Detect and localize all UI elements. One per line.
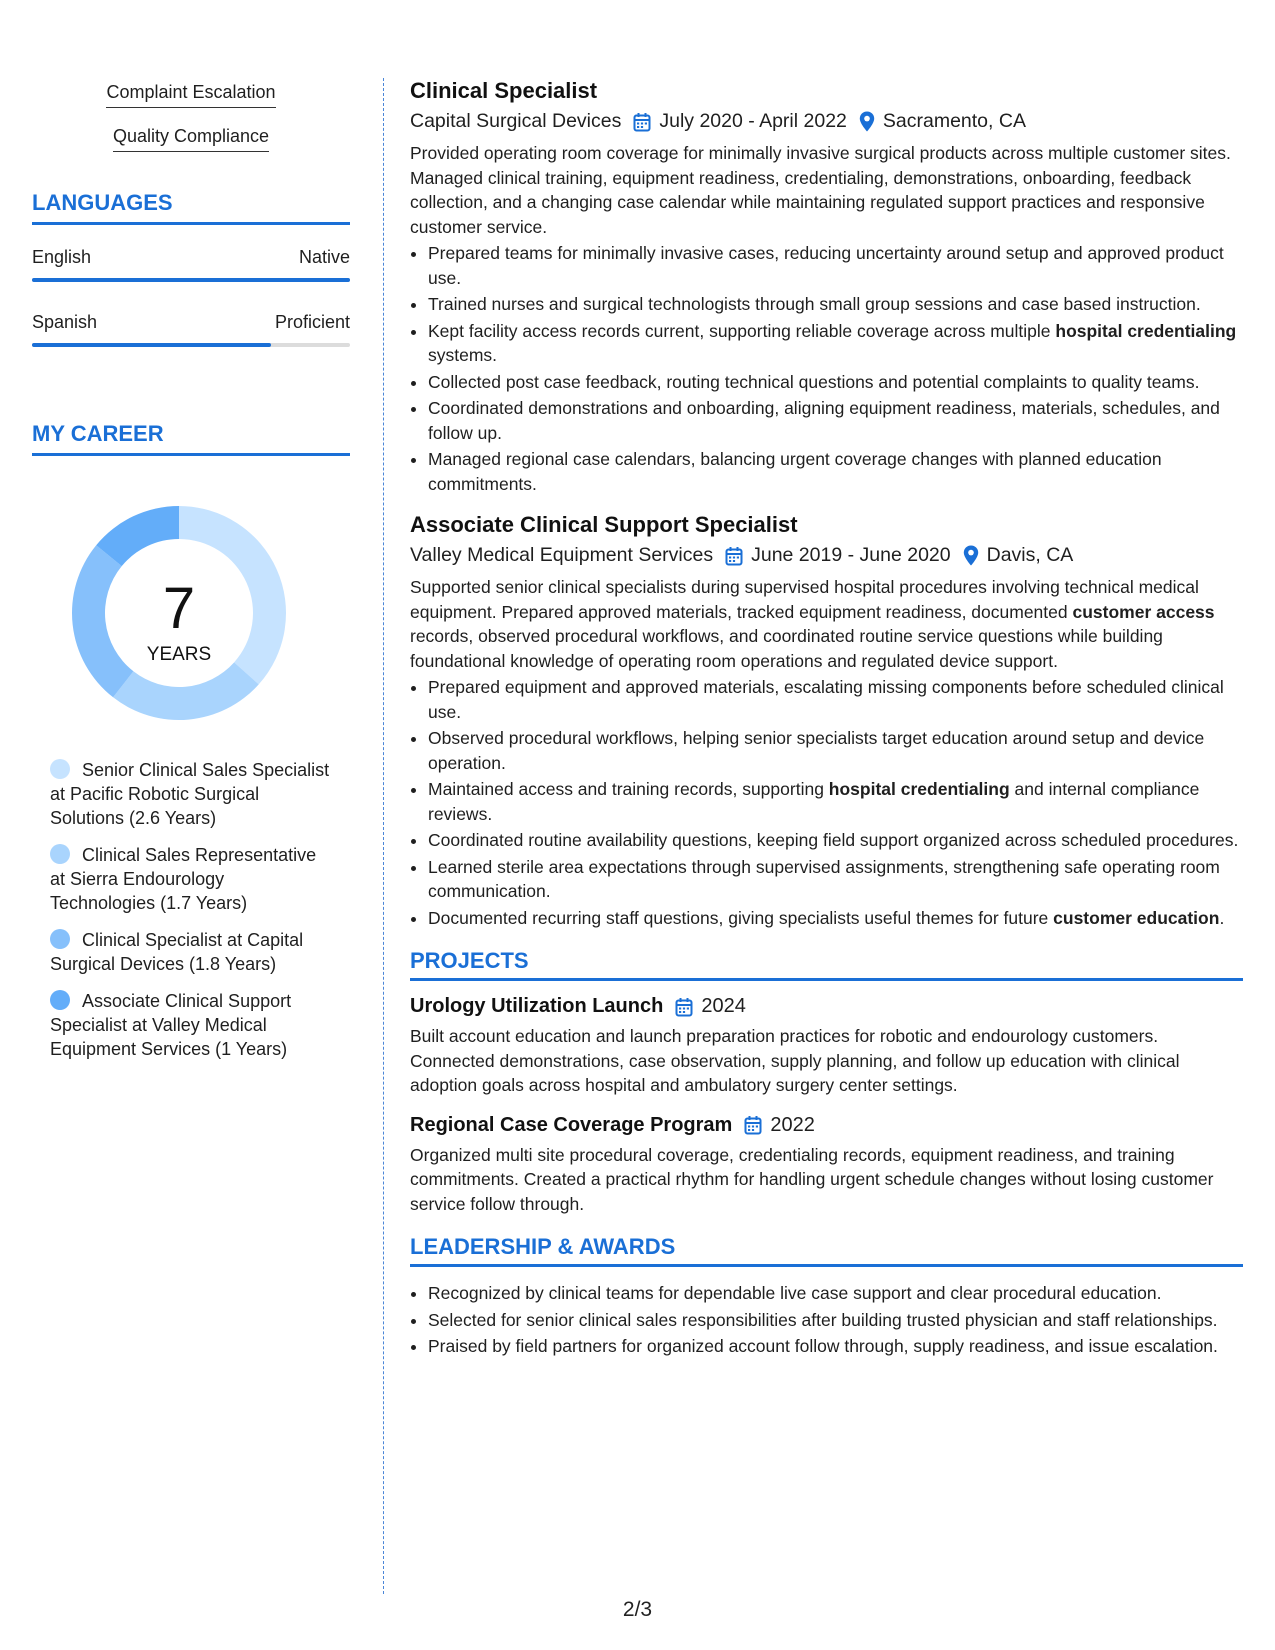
job-bullet: • Coordinated demonstrations and onboarding, aligning equipment readiness, materials, schedules, and follow up.: [428, 396, 1243, 445]
legend-dot: [50, 990, 70, 1010]
skill-tag: Quality Compliance: [113, 126, 269, 152]
sidebar: [32, 82, 350, 1074]
language-proficiency-fill: [32, 343, 271, 347]
job-bullet: • Prepared teams for minimally invasive cases, reducing uncertainty around setup and approved product use.: [428, 241, 1243, 290]
job-summary: Provided operating room coverage for minimally invasive surgical products across multiple customer sites. Managed clinical training, equipment readiness, credentialing, demonstrations, onboarding, feedback collection, and a changing case calendar while maintaining regulated support practices and responsive customer service.: [410, 143, 1231, 237]
project-header: [410, 995, 1243, 1018]
legend-dot: [50, 759, 70, 779]
job-bullet: • Documented recurring staff questions, giving specialists useful themes for future customer education.: [428, 906, 1243, 931]
leadership-list: [410, 1281, 1243, 1359]
job-title: Associate Clinical Support Specialist: [410, 512, 798, 537]
career-section: [32, 421, 350, 1061]
language-level: Native: [298, 247, 350, 267]
job-bullet: • Learned sterile area expectations through supervised assignments, strengthening safe operating room communication.: [428, 855, 1243, 904]
career-total-years: 7: [162, 576, 196, 641]
calendar-icon: [633, 112, 651, 132]
project-description: Organized multi site procedural coverage, credentialing records, equipment readiness, and training commitments. Created a practical rhythm for handling urgent schedule changes without losing customer service follow through.: [410, 1144, 1214, 1214]
job-bullet: • Prepared equipment and approved materials, escalating missing components before scheduled clinical use.: [428, 675, 1243, 724]
job-company: Valley Medical Equipment Services: [410, 544, 714, 566]
language-proficiency-bar: [32, 343, 350, 347]
language-row: [32, 312, 350, 347]
projects-list: [410, 995, 1243, 1216]
projects-heading: PROJECTS: [410, 948, 1243, 981]
project-entry: [410, 995, 1243, 1098]
job-bullet: • Coordinated routine availability questions, keeping field support organized across scheduled procedures.: [428, 828, 1243, 853]
project-description: Built account education and launch preparation practices for robotic and endourology customers. Connected demonstrations, case observation, supply planning, and follow up education with clinical adoption goals across hospital and ambulatory surgery center settings.: [410, 1026, 1180, 1095]
job-bullet: • Trained nurses and surgical technologists through small group sessions and case based instruction.: [428, 292, 1243, 317]
award-item: • Selected for senior clinical sales responsibilities after building trusted physician and staff relationships.: [428, 1308, 1243, 1333]
job-summary: Supported senior clinical specialists during supervised hospital procedures involving technical medical equipment. Prepared approved materials, tracked equipment readiness, documented customer access records, observed procedural workflows, and coordinated routine service questions while building foundational knowledge of operating room operations and regulated device support.: [410, 577, 1215, 671]
job-company: Capital Surgical Devices: [410, 110, 622, 132]
language-proficiency-fill: [32, 278, 350, 282]
career-total-label: YEARS: [146, 644, 212, 665]
calendar-icon: [675, 997, 693, 1017]
job-dates: June 2019 - June 2020: [751, 544, 951, 566]
main-content: [410, 78, 1243, 1361]
project-year: 2024: [701, 995, 746, 1017]
legend-item: [50, 928, 332, 976]
job-title: Clinical Specialist: [410, 78, 598, 103]
legend-text: Senior Clinical Sales Specialist at Pacific Robotic Surgical Solutions (2.6 Years): [50, 760, 330, 828]
career-heading: MY CAREER: [32, 421, 350, 456]
column-divider: [383, 78, 384, 1594]
project-title: Urology Utilization Launch: [410, 995, 664, 1017]
legend-text: Clinical Sales Representative at Sierra Endourology Technologies (1.7 Years): [50, 845, 317, 913]
legend-item: [50, 758, 332, 830]
language-row: [32, 247, 350, 282]
languages-heading: LANGUAGES: [32, 190, 350, 225]
job-bullet: • Collected post case feedback, routing technical questions and potential complaints to quality teams.: [428, 370, 1243, 395]
leadership-heading: LEADERSHIP & AWARDS: [410, 1234, 1243, 1267]
location-pin-icon: [859, 111, 875, 132]
job-entry: [410, 78, 1243, 496]
project-title: Regional Case Coverage Program: [410, 1113, 733, 1136]
job-bullet: • Kept facility access records current, supporting reliable coverage across multiple hospital credentialing systems.: [428, 319, 1243, 368]
project-year: 2022: [770, 1113, 815, 1136]
job-entry: [410, 512, 1243, 930]
job-bullet: • Maintained access and training records, supporting hospital credentialing and internal compliance reviews.: [428, 777, 1243, 826]
job-bullets: [410, 675, 1243, 930]
skills-list: [32, 82, 350, 152]
job-bullet: • Managed regional case calendars, balancing urgent coverage changes with planned education commitments.: [428, 447, 1243, 496]
calendar-icon: [725, 546, 743, 566]
legend-item: [50, 989, 332, 1061]
language-level: Proficient: [274, 312, 350, 332]
job-bullet: • Observed procedural workflows, helping senior specialists target education around setup and device operation.: [428, 726, 1243, 775]
location-pin-icon: [963, 545, 979, 566]
job-location: Sacramento, CA: [882, 110, 1026, 132]
career-donut-chart: [64, 498, 294, 728]
skill-tag: Complaint Escalation: [106, 82, 275, 108]
legend-text: Clinical Specialist at Capital Surgical Devices (1.8 Years): [50, 930, 304, 974]
job-dates: July 2020 - April 2022: [659, 110, 847, 132]
award-item: • Recognized by clinical teams for dependable live case support and clear procedural education.: [428, 1281, 1243, 1306]
experience-list: [410, 78, 1243, 930]
award-item: • Praised by field partners for organized account follow through, supply readiness, and issue escalation.: [428, 1334, 1243, 1359]
languages-section: [32, 190, 350, 347]
legend-dot: [50, 844, 70, 864]
project-entry: [410, 1114, 1243, 1217]
career-legend: [50, 758, 332, 1061]
project-header: [410, 1114, 1243, 1137]
calendar-icon: [744, 1115, 762, 1135]
job-meta: [410, 544, 1243, 567]
language-proficiency-bar: [32, 278, 350, 282]
job-meta: [410, 110, 1243, 133]
legend-text: Associate Clinical Support Specialist at Valley Medical Equipment Services (1 Years): [50, 991, 292, 1059]
job-location: Davis, CA: [986, 544, 1074, 566]
donut-center: [64, 498, 294, 728]
language-name: English: [32, 247, 92, 267]
job-bullets: [410, 241, 1243, 496]
legend-item: [50, 843, 332, 915]
language-name: Spanish: [32, 312, 98, 332]
legend-dot: [50, 929, 70, 949]
page-number: 2/3: [622, 1598, 653, 1621]
